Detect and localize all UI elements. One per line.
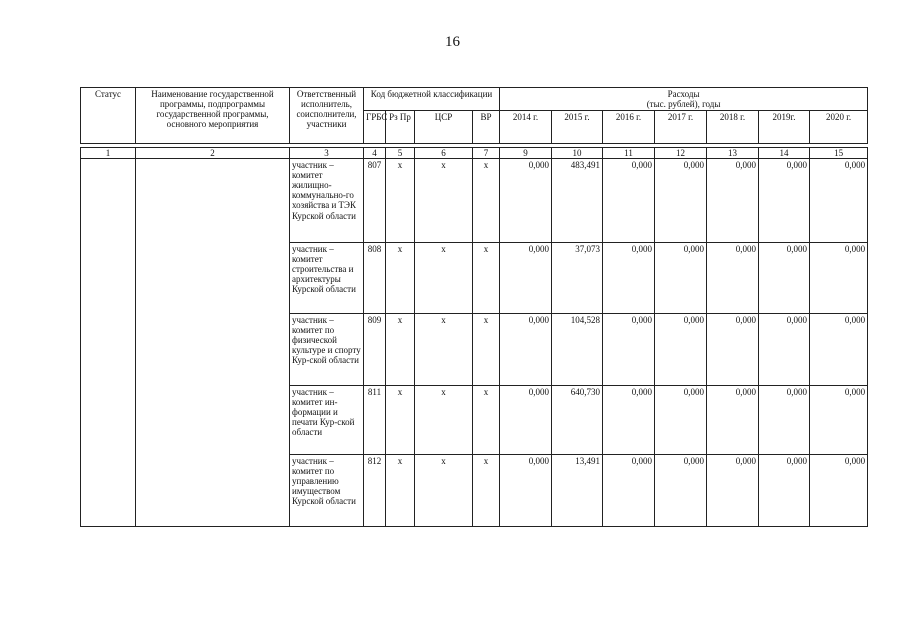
column-number: 11 (603, 148, 655, 159)
value-2020: 0,000 (810, 243, 868, 314)
budget-table (80, 87, 868, 527)
participant-cell: участник – комитет по физической культуре и спорту Кур-ской области (290, 314, 364, 386)
vr-cell: x (473, 243, 500, 314)
value-2019: 0,000 (759, 314, 810, 386)
header-program-name: Наименование государственной программы, подпрограммы государственной программы, основного мероприятия (136, 88, 290, 144)
header-year-2018: 2018 г. (707, 111, 759, 144)
grbs-cell: 809 (364, 314, 386, 386)
rzpr-cell: x (386, 455, 415, 527)
column-number: 4 (364, 148, 386, 159)
rzpr-cell: x (386, 243, 415, 314)
value-2014: 0,000 (500, 455, 552, 527)
header-grbs: ГРБС (364, 111, 386, 144)
value-2019: 0,000 (759, 243, 810, 314)
value-2017: 0,000 (655, 159, 707, 243)
csr-cell: x (415, 159, 473, 243)
grbs-cell: 812 (364, 455, 386, 527)
value-2016: 0,000 (603, 386, 655, 455)
column-number: 9 (500, 148, 552, 159)
grbs-cell: 807 (364, 159, 386, 243)
value-2020: 0,000 (810, 159, 868, 243)
value-2016: 0,000 (603, 243, 655, 314)
vr-cell: x (473, 314, 500, 386)
csr-cell: x (415, 386, 473, 455)
column-number: 3 (290, 148, 364, 159)
value-2014: 0,000 (500, 386, 552, 455)
value-2015: 483,491 (552, 159, 603, 243)
header-csr: ЦСР (415, 111, 473, 144)
rzpr-cell: x (386, 159, 415, 243)
column-number: 12 (655, 148, 707, 159)
grbs-cell: 808 (364, 243, 386, 314)
csr-cell: x (415, 455, 473, 527)
value-2018: 0,000 (707, 386, 759, 455)
header-rzpr: Рз Пр (386, 111, 415, 144)
value-2015: 640,730 (552, 386, 603, 455)
value-2019: 0,000 (759, 455, 810, 527)
header-expenses-title: Расходы (667, 89, 700, 99)
column-number-row (81, 148, 868, 159)
header-year-2020: 2020 г. (810, 111, 868, 144)
vr-cell: x (473, 455, 500, 527)
header-responsible: Ответственный исполнитель, соисполнители, участники (290, 88, 364, 144)
rzpr-cell: x (386, 386, 415, 455)
header-year-2016: 2016 г. (603, 111, 655, 144)
csr-cell: x (415, 243, 473, 314)
header-budget-code: Код бюджетной классификации (364, 88, 500, 111)
header-year-2017: 2017 г. (655, 111, 707, 144)
value-2016: 0,000 (603, 455, 655, 527)
value-2018: 0,000 (707, 159, 759, 243)
csr-cell: x (415, 314, 473, 386)
page-number: 16 (445, 34, 460, 50)
rzpr-cell: x (386, 314, 415, 386)
value-2018: 0,000 (707, 314, 759, 386)
column-number: 6 (415, 148, 473, 159)
header-status: Статус (81, 88, 136, 144)
table-row (81, 159, 868, 243)
program-name-cell (136, 159, 290, 527)
value-2014: 0,000 (500, 243, 552, 314)
participant-cell: участник – комитет жилищно-коммунально-го хозяйства и ТЭК Курской области (290, 159, 364, 243)
value-2015: 37,073 (552, 243, 603, 314)
value-2018: 0,000 (707, 455, 759, 527)
value-2020: 0,000 (810, 455, 868, 527)
vr-cell: x (473, 159, 500, 243)
header-expenses-units: (тыс. рублей), годы (646, 99, 721, 110)
column-number: 13 (707, 148, 759, 159)
column-number: 14 (759, 148, 810, 159)
value-2020: 0,000 (810, 314, 868, 386)
value-2016: 0,000 (603, 159, 655, 243)
status-cell (81, 159, 136, 527)
value-2020: 0,000 (810, 386, 868, 455)
value-2017: 0,000 (655, 314, 707, 386)
value-2014: 0,000 (500, 159, 552, 243)
value-2016: 0,000 (603, 314, 655, 386)
value-2019: 0,000 (759, 386, 810, 455)
header-year-2019: 2019г. (759, 111, 810, 144)
column-number: 5 (386, 148, 415, 159)
header-expenses (500, 88, 868, 111)
column-number: 15 (810, 148, 868, 159)
value-2017: 0,000 (655, 455, 707, 527)
participant-cell: участник – комитет строительства и архитектуры Курской области (290, 243, 364, 314)
value-2017: 0,000 (655, 386, 707, 455)
participant-cell: участник – комитет ин-формации и печати Кур-ской области (290, 386, 364, 455)
header-year-2015: 2015 г. (552, 111, 603, 144)
column-number: 7 (473, 148, 500, 159)
value-2017: 0,000 (655, 243, 707, 314)
participant-cell: участник – комитет по управлению имуществом Курской области (290, 455, 364, 527)
vr-cell: x (473, 386, 500, 455)
column-number: 10 (552, 148, 603, 159)
column-number: 1 (81, 148, 136, 159)
value-2015: 13,491 (552, 455, 603, 527)
value-2018: 0,000 (707, 243, 759, 314)
value-2015: 104,528 (552, 314, 603, 386)
value-2014: 0,000 (500, 314, 552, 386)
value-2019: 0,000 (759, 159, 810, 243)
header-vr: ВР (473, 111, 500, 144)
grbs-cell: 811 (364, 386, 386, 455)
column-number: 2 (136, 148, 290, 159)
header-year-2014: 2014 г. (500, 111, 552, 144)
